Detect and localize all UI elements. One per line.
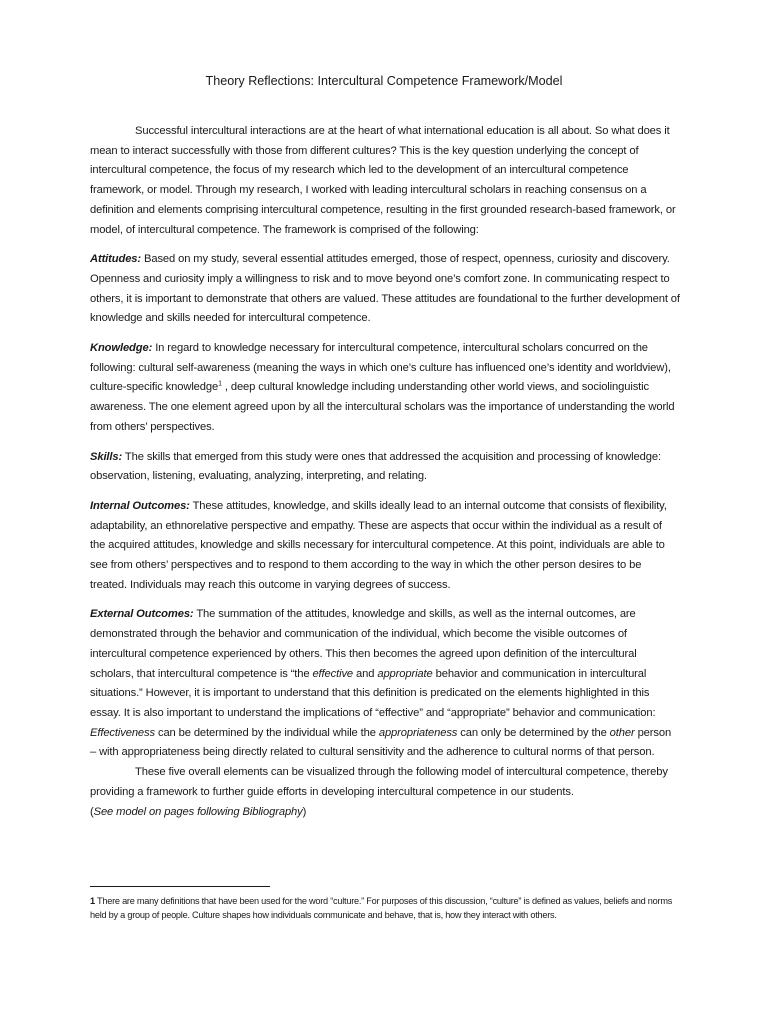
attitudes-paragraph: [90, 250, 680, 329]
closing-text: These five overall elements can be visualized through the following model of intercultural competence, thereby providing a framework to further guide efforts in developing intercultural competence in our students.: [90, 766, 668, 798]
internal-outcomes-text: These attitudes, knowledge, and skills ideally lead to an internal outcome that consists of flexibility, adaptability, an ethnorelative perspective and empathy. These are aspects that occur within the individual as a result of the acquired attitudes, knowledge and skills necessary for intercultural competence. At this point, individuals are able to see from others’ perspectives and to respond to them according to the way in which the other person desires to be treated. Individuals may reach this outcome in varying degrees of success.: [90, 499, 667, 591]
skills-term: Skills:: [90, 450, 123, 463]
footnote-divider: [90, 886, 270, 887]
knowledge-term: Knowledge:: [90, 342, 153, 355]
skills-text: The skills that emerged from this study were ones that addressed the acquisition and processing of knowledge: observation, listening, evaluating, analyzing, interpreting, and relating.: [90, 450, 661, 483]
attitudes-text: Based on my study, several essential attitudes emerged, those of respect, openness, curiosity and discovery. Openness and curiosity imply a willingness to risk and to move beyond one’s comfort zone. In communicating respect to others, it is important to demonstrate that others are valued. These attitudes are foundational to the further development of knowledge and skills needed for intercultural competence.: [90, 253, 680, 325]
knowledge-text-a: In regard to knowledge necessary for intercultural competence, intercultural scholars concurred on the following: cultural self-awareness (meaning the ways in which one’s culture has influenced one’s identity and worldview), culture-specific knowledge: [90, 342, 671, 394]
see-close: ): [302, 805, 307, 818]
external-text-2: and: [353, 667, 378, 680]
external-text-4: can be determined by the individual while the: [154, 726, 379, 739]
intro-paragraph: Successful intercultural interactions are at the heart of what international education is all about. So what does it mean to interact successfully with those from different cultures? This is the key question underlying the concept of intercultural competence, the focus of my research which led to the development of an intercultural competence framework, or model. Through my research, I worked with leading intercultural scholars in reaching consensus on a definition and elements comprising intercultural competence, resulting in the first grounded research-based framework, or model, of intercultural competence. The framework is comprised of the following:: [90, 125, 676, 236]
page-title: Theory Reflections: Intercultural Competence Framework/Model: [205, 74, 563, 88]
document-body: [90, 122, 680, 822]
footnote-number: 1: [90, 896, 95, 906]
closing-paragraph: [90, 763, 680, 822]
footnote-text: There are many definitions that have been used for the word “culture.” For purposes of this discussion, “culture” is defined as values, beliefs and norms held by a group of people. Culture shapes how individuals communicate and behave, that is, how they interact with others.: [90, 896, 673, 920]
footnote: [90, 894, 680, 922]
external-italic-appropriateness: appropriateness: [378, 726, 458, 739]
knowledge-paragraph: [90, 339, 680, 438]
external-text-1: The summation of the attitudes, knowledge and skills, as well as the internal outcomes, are demonstrated through the behavior and communication of the individual, which become the visible outcomes of intercultural competence experienced by others. This then becomes the agreed upon definition of the intercultural scholars, that intercultural competence is “the: [90, 608, 637, 680]
external-italic-effectiveness: Effectiveness: [90, 726, 155, 739]
attitudes-term: Attitudes:: [90, 253, 142, 266]
see-open: (: [90, 805, 94, 818]
external-text-3: behavior and communication in intercultural situations.” However, it is important to understand that this definition is predicated on the elements highlighted in this essay. It is also important to understand the implications of “effective” and “appropriate” behavior and communication:: [90, 667, 656, 719]
skills-paragraph: [90, 448, 680, 487]
external-text-5: can only be determined by the: [457, 726, 610, 739]
external-italic-appropriate: appropriate: [377, 667, 433, 680]
knowledge-text-b: , deep cultural knowledge including understanding other world views, and sociolinguistic awareness. The one element agreed upon by all the intercultural scholars was the importance of understanding the world from others’ perspectives.: [90, 381, 675, 433]
external-text-6: person – with appropriateness being directly related to cultural sensitivity and the adherence to cultural norms of that person.: [90, 726, 672, 759]
internal-outcomes-term: Internal Outcomes:: [90, 499, 190, 512]
footnote-reference: 1: [218, 380, 222, 388]
external-outcomes-paragraph: [90, 605, 680, 763]
internal-outcomes-paragraph: [90, 497, 680, 596]
external-italic-other: other: [609, 726, 635, 739]
external-outcomes-term: External Outcomes:: [90, 608, 194, 621]
see-model-note: See model on pages following Bibliography: [93, 805, 303, 818]
external-italic-effective: effective: [312, 667, 354, 680]
